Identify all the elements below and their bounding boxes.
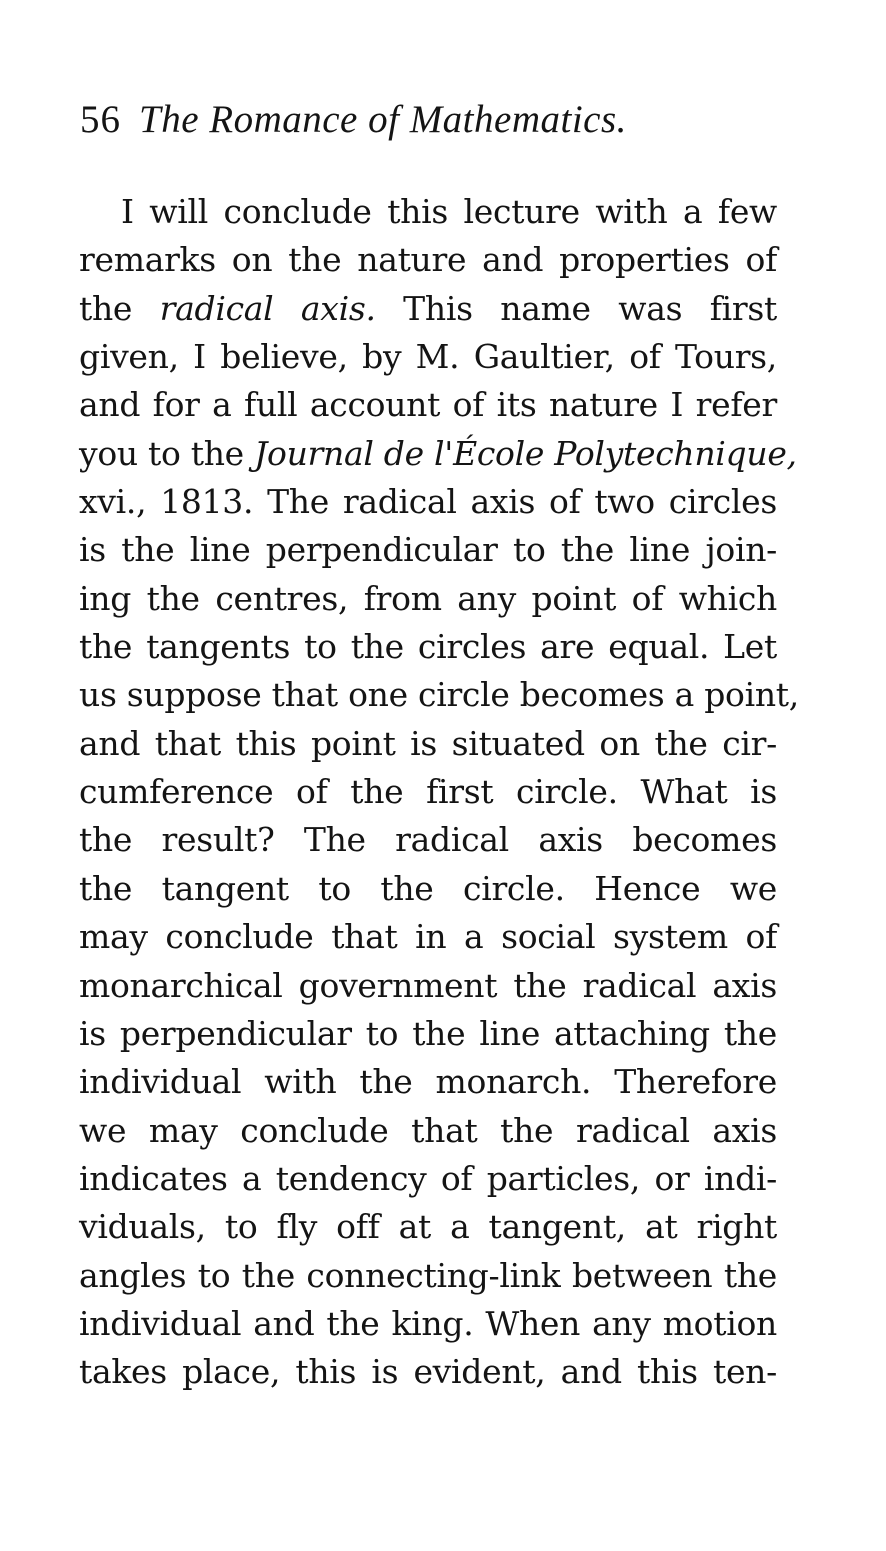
text-line: individual with the monarch. Therefore xyxy=(79,1062,777,1102)
text-line: takes place, this is evident, and this ten- xyxy=(79,1352,777,1392)
text-line: viduals, to fly off at a tangent, at right xyxy=(79,1207,777,1247)
text-line: we may conclude that the radical axis xyxy=(79,1110,777,1150)
text-line: the tangents to the circles are equal. Let xyxy=(79,627,777,667)
text-line: remarks on the nature and properties of xyxy=(79,240,777,280)
book-title: The Romance of Mathematics. xyxy=(139,98,627,141)
text-line: given, I believe, by M. Gaultier, of Tours, xyxy=(79,337,777,377)
text-line: is perpendicular to the line attaching the xyxy=(79,1013,777,1053)
text-line: the result? The radical axis becomes xyxy=(79,820,777,860)
text-line: and for a full account of its nature I refer xyxy=(79,385,777,425)
text-line: and that this point is situated on the cir- xyxy=(79,723,777,763)
text-line: ing the centres, from any point of which xyxy=(79,578,777,618)
italic-term: radical axis. xyxy=(159,288,376,328)
italic-journal-title: Journal de l'École Polytechnique, xyxy=(254,433,797,473)
text-line: may conclude that in a social system of xyxy=(79,917,777,957)
text-line: indicates a tendency of particles, or indi- xyxy=(79,1158,777,1198)
text-line: xvi., 1813. The radical axis of two circles xyxy=(79,482,777,522)
text-line: I will conclude this lecture with a few xyxy=(121,192,777,231)
text-line: the tangent to the circle. Hence we xyxy=(79,868,777,908)
body-paragraph xyxy=(79,188,799,1397)
text-line: cumference of the first circle. What is xyxy=(79,772,777,812)
text-line: individual and the king. When any motion xyxy=(79,1303,777,1343)
text-line: is the line perpendicular to the line join- xyxy=(79,530,777,570)
running-head xyxy=(80,92,780,148)
text-line: the radical axis. This name was first xyxy=(79,288,777,328)
text-line: us suppose that one circle becomes a point, xyxy=(79,675,799,715)
text-line: monarchical government the radical axis xyxy=(79,965,777,1005)
text-line: you to the Journal de l'École Polytechnique, xyxy=(79,433,797,473)
text-line: angles to the connecting-link between the xyxy=(79,1255,777,1295)
page-number: 56 xyxy=(80,98,121,141)
